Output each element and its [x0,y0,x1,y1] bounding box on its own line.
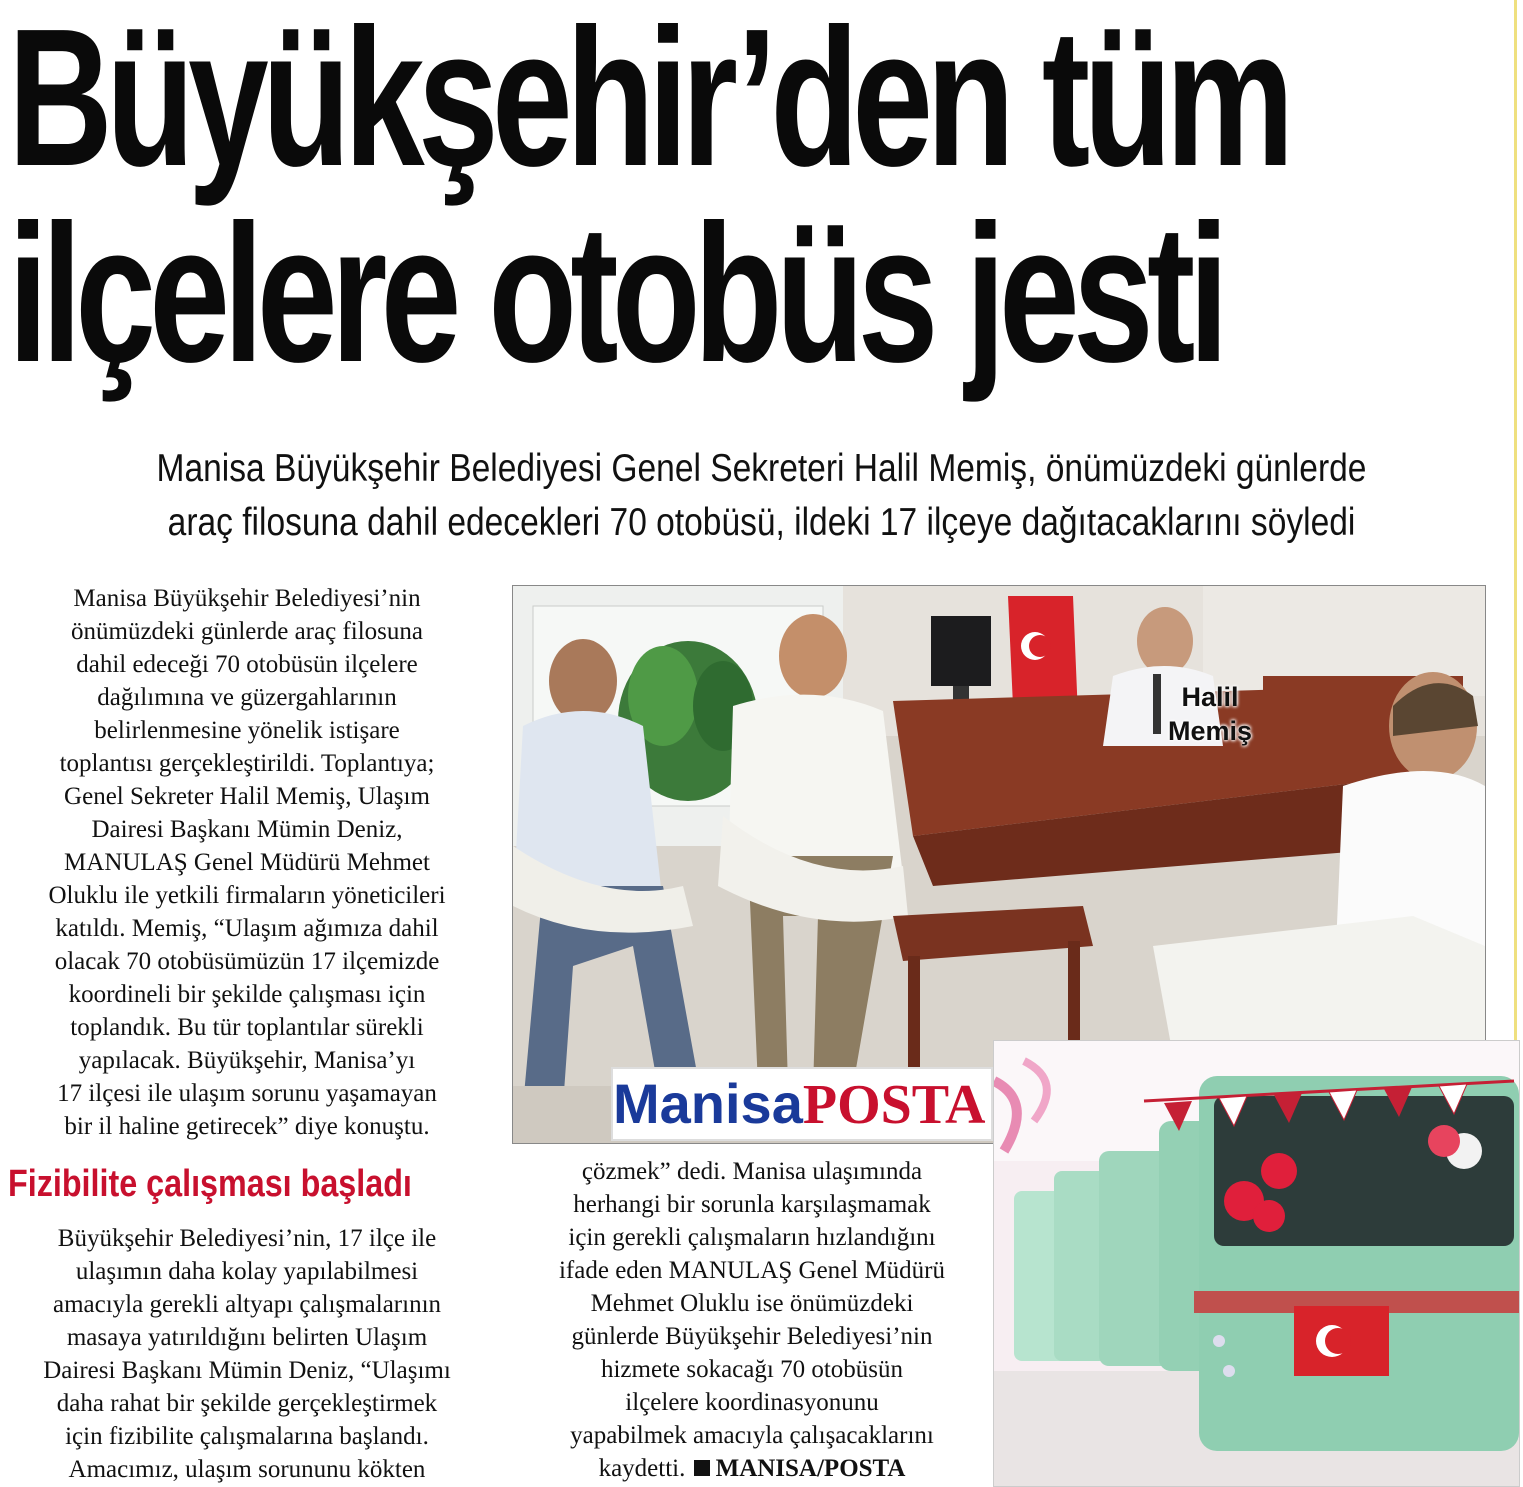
article-column-3 [512,1155,992,1485]
photo-caption [1168,680,1252,748]
text-line: önümüzdeki günlerde araç filosuna [71,618,423,645]
headline [8,0,1288,403]
deck-subtitle [0,442,1523,550]
text-line: Mehmet Oluklu ise önümüzdeki [590,1290,914,1317]
bus-photo [993,1040,1520,1487]
text-line: hizmete sokacağı 70 otobüsün [600,1356,903,1383]
text-line: katıldı. Memiş, “Ulaşım ağımıza dahil [55,915,439,942]
text-line: dağılımına ve güzergahlarının [97,684,397,711]
text-line: Amacımız, ulaşım sorununu kökten [68,1456,426,1483]
article-column-2 [8,1222,486,1486]
text-line: 17 ilçesi ile ulaşım sorunu yaşamayan [57,1080,437,1107]
text-line: toplandık. Bu tür toplantılar sürekli [70,1014,424,1041]
text-line: Dairesi Başkanı Mümin Deniz, [91,816,403,843]
text-line: dahil edeceği 70 otobüsün ilçelere [76,651,418,678]
text-line: daha rahat bir şekilde gerçekleştirmek [56,1390,438,1417]
text-line-last [512,1452,992,1485]
text-line: için fizibilite çalışmalarına başlandı. [65,1423,429,1450]
text-line: için gerekli çalışmaların hızlandığını [568,1224,936,1251]
text-line: MANULAŞ Genel Müdürü Mehmet [64,849,430,876]
logo-part-manisa: Manisa [613,1072,803,1135]
bus-photo-illustration [994,1041,1519,1486]
text-line: herhangi bir sorunla karşılaşmamak [573,1191,931,1218]
text-line: Büyükşehir Belediyesi’nin, 17 ilçe ile [57,1225,437,1252]
deck-line-2: araç filosuna dahil edecekleri 70 otobüsü, ildeki 17 ilçeye dağıtacaklarını söyledi [167,501,1356,544]
byline-signature: MANISA/POSTA [715,1455,906,1482]
text-line: ilçelere koordinasyonunu [625,1389,879,1416]
text-line: masaya yatırıldığını belirten Ulaşım [66,1324,428,1351]
text-line: ifade eden MANULAŞ Genel Müdürü [558,1257,946,1284]
text-line: çözmek” dedi. Manisa ulaşımında [581,1158,923,1185]
text-line: yapabilmek amacıyla çalışacaklarını [570,1422,934,1449]
logo-part-posta: POSTA [802,1074,986,1136]
manisa-posta-logo [611,1067,993,1141]
caption-line-1: Halil [1181,682,1239,712]
text-line: amacıyla gerekli altyapı çalışmalarının [52,1291,442,1318]
caption-line-2: Memiş [1168,716,1253,746]
section-subhead: Fizibilite çalışması başladı [8,1163,412,1205]
last-line-text: kaydetti. [598,1455,686,1482]
headline-line-1: Büyükşehir’den tüm [8,0,1288,207]
text-line: yapılacak. Büyükşehir, Manisa’yı [78,1047,416,1074]
text-line: Oluklu ile yetkili firmaların yöneticileri [48,882,446,909]
text-line: Genel Sekreter Halil Memiş, Ulaşım [64,783,430,810]
text-line: bir il haline getirecek” diye konuştu. [64,1113,430,1140]
text-line: olacak 70 otobüsümüzün 17 ilçemizde [54,948,440,975]
text-line: Manisa Büyükşehir Belediyesi’nin [73,585,421,612]
article-column-1 [8,582,486,1143]
text-line: koordineli bir şekilde çalışması için [68,981,426,1008]
text-line: günlerde Büyükşehir Belediyesi’nin [571,1323,933,1350]
headline-line-2: ilçelere otobüs jesti [8,184,1223,403]
text-line: ulaşımın daha kolay yapılabilmesi [75,1258,419,1285]
text-line: Dairesi Başkanı Mümin Deniz, “Ulaşımı [43,1357,451,1384]
deck-line-1: Manisa Büyükşehir Belediyesi Genel Sekreteri Halil Memiş, önümüzdeki günlerde [156,447,1367,490]
text-line: belirlenmesine yönelik istişare [94,717,400,744]
end-square-icon [694,1460,710,1476]
text-line: toplantısı gerçekleştirildi. Toplantıya; [59,750,435,777]
